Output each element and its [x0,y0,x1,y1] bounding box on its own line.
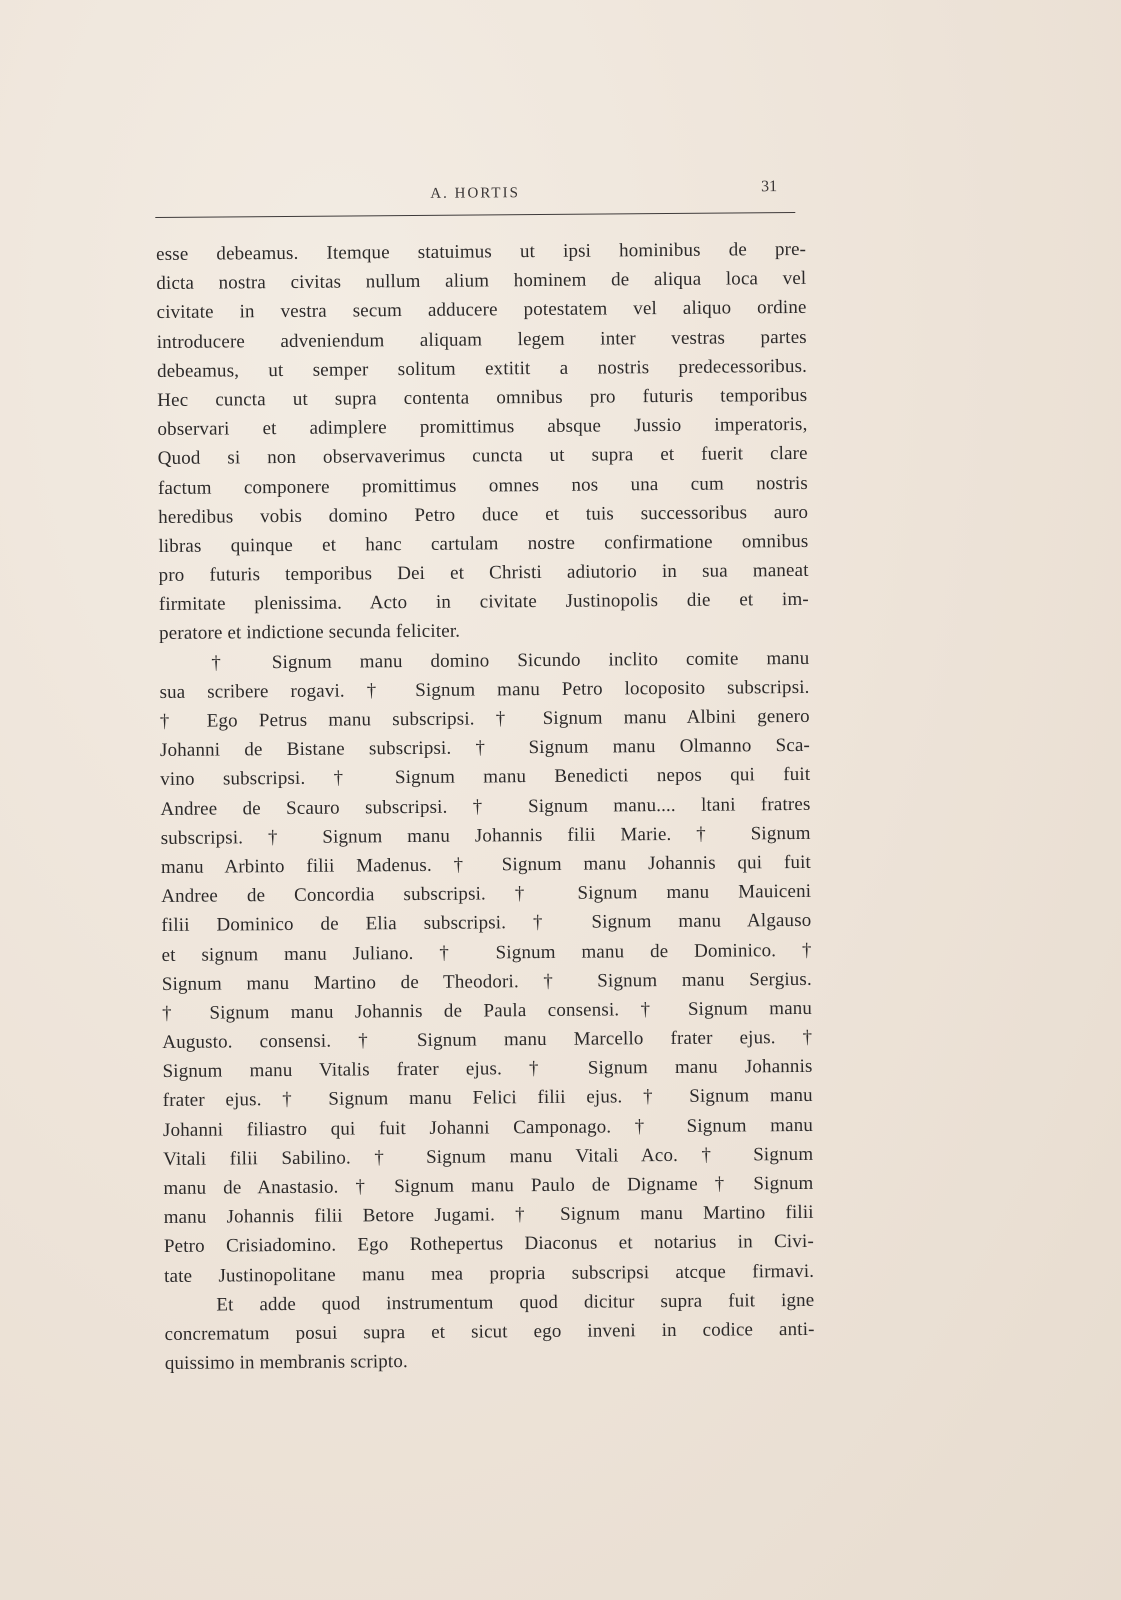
text-line: Augusto. consensi. † Signum manu Marcello frater ejus. † [162,1026,813,1054]
text-line: manu Arbinto filii Madenus. † Signum manu Johannis qui fuit [160,851,811,878]
text-line: filii Dominico de Elia subscripsi. † Signum manu Algauso [161,910,812,937]
text-line: firmitate plenissima. Acto in civitate Justinopolis die et im- [158,589,809,616]
text-line: pro futuris temporibus Dei et Christi adiutorio in sua maneat [158,559,809,587]
text-line: introducere adveniendum aliquam legem inter vestras partes [156,326,807,353]
text-line: esse debeamus. Itemque statuimus ut ipsi hominibus de pre- [156,238,807,265]
running-head [155,175,795,214]
text-line: vino subscripsi. † Signum manu Benedicti nepos qui fuit [160,764,811,791]
text-line: observari et adimplere promittimus absque Jussio imperatoris, [157,414,808,441]
text-line: Signum manu Vitalis frater ejus. † Signum manu Johannis [162,1056,813,1083]
text-line: † Signum manu Johannis de Paula consensi. † Signum manu [161,997,813,1024]
paragraph-signatures [159,644,814,1291]
text-line: Vitali filii Sabilino. † Signum manu Vitali Aco. † Signum [163,1143,814,1170]
text-line: Andree de Scauro subscripsi. † Signum manu.... ltani fratres [160,793,811,820]
text-line: debeamus, ut semper solitum extitit a nostris predecessoribus. [156,355,808,382]
text-line: Et adde quod instrumentum quod dicitur supra fuit igne [216,1289,815,1316]
text-line: Hec cuncta ut supra contenta omnibus pro futuris temporibus [157,384,808,411]
paragraph-closing-note [164,1286,815,1379]
text-line: † Signum manu domino Sicundo inclito comite manu [211,647,810,674]
text-line: civitate in vestra secum adducere potestatem vel aliquo ordine [156,297,807,324]
text-line: subscripsi. † Signum manu Johannis filii Marie. † Signum [160,822,811,849]
text-line: tate Justinopolitane manu mea propria subscripsi atcque firmavi. [164,1260,815,1287]
body-text [156,235,815,1378]
text-line: heredibus vobis domino Petro duce et tuis successoribus auro [158,501,809,528]
running-title: A. HORTIS [430,185,520,202]
text-line: † Ego Petrus manu subscripsi. † Signum manu Albini genero [159,705,810,732]
text-line: sua scribere rogavi. † Signum manu Petro locoposito subscripsi. [159,676,810,703]
text-line: Quod si non observaverimus cuncta ut supra et fuerit clare [157,443,808,470]
text-line: Signum manu Martino de Theodori. † Signum manu Sergius. [161,968,812,995]
text-line: manu Johannis filii Betore Jugami. † Signum manu Martino filii [163,1202,814,1229]
page-number: 31 [761,178,778,196]
text-line: peratore et indictione secunda feliciter. [159,621,461,645]
text-line: Petro Crisiadomino. Ego Rothepertus Diaconus et notarius in Civi- [163,1231,814,1258]
text-line: libras quinque et hanc cartulam nostre confirmatione omnibus [158,530,809,557]
text-line: Johanni de Bistane subscripsi. † Signum manu Olmanno Sca- [159,735,811,762]
text-line: quissimo in membranis scripto. [164,1351,408,1375]
text-line: concrematum posui supra et sicut ego inveni in codice anti- [164,1318,815,1345]
text-line: et signum manu Juliano. † Signum manu de Dominico. † [161,939,812,966]
text-line: Johanni filiastro qui fuit Johanni Camponago. † Signum manu [162,1114,814,1141]
text-line: manu de Anastasio. † Signum manu Paulo de Digname † Signum [163,1172,814,1199]
text-line: frater ejus. † Signum manu Felici filii ejus. † Signum manu [162,1085,813,1112]
text-line: Andree de Concordia subscripsi. † Signum manu Mauiceni [161,881,812,908]
paragraph-charter-conclusion [156,235,809,649]
header-rule [155,212,795,218]
text-line: factum componere promittimus omnes nos una cum nostris [157,472,809,499]
text-line: dicta nostra civitas nullum alium hominem de aliqua loca vel [156,268,807,295]
